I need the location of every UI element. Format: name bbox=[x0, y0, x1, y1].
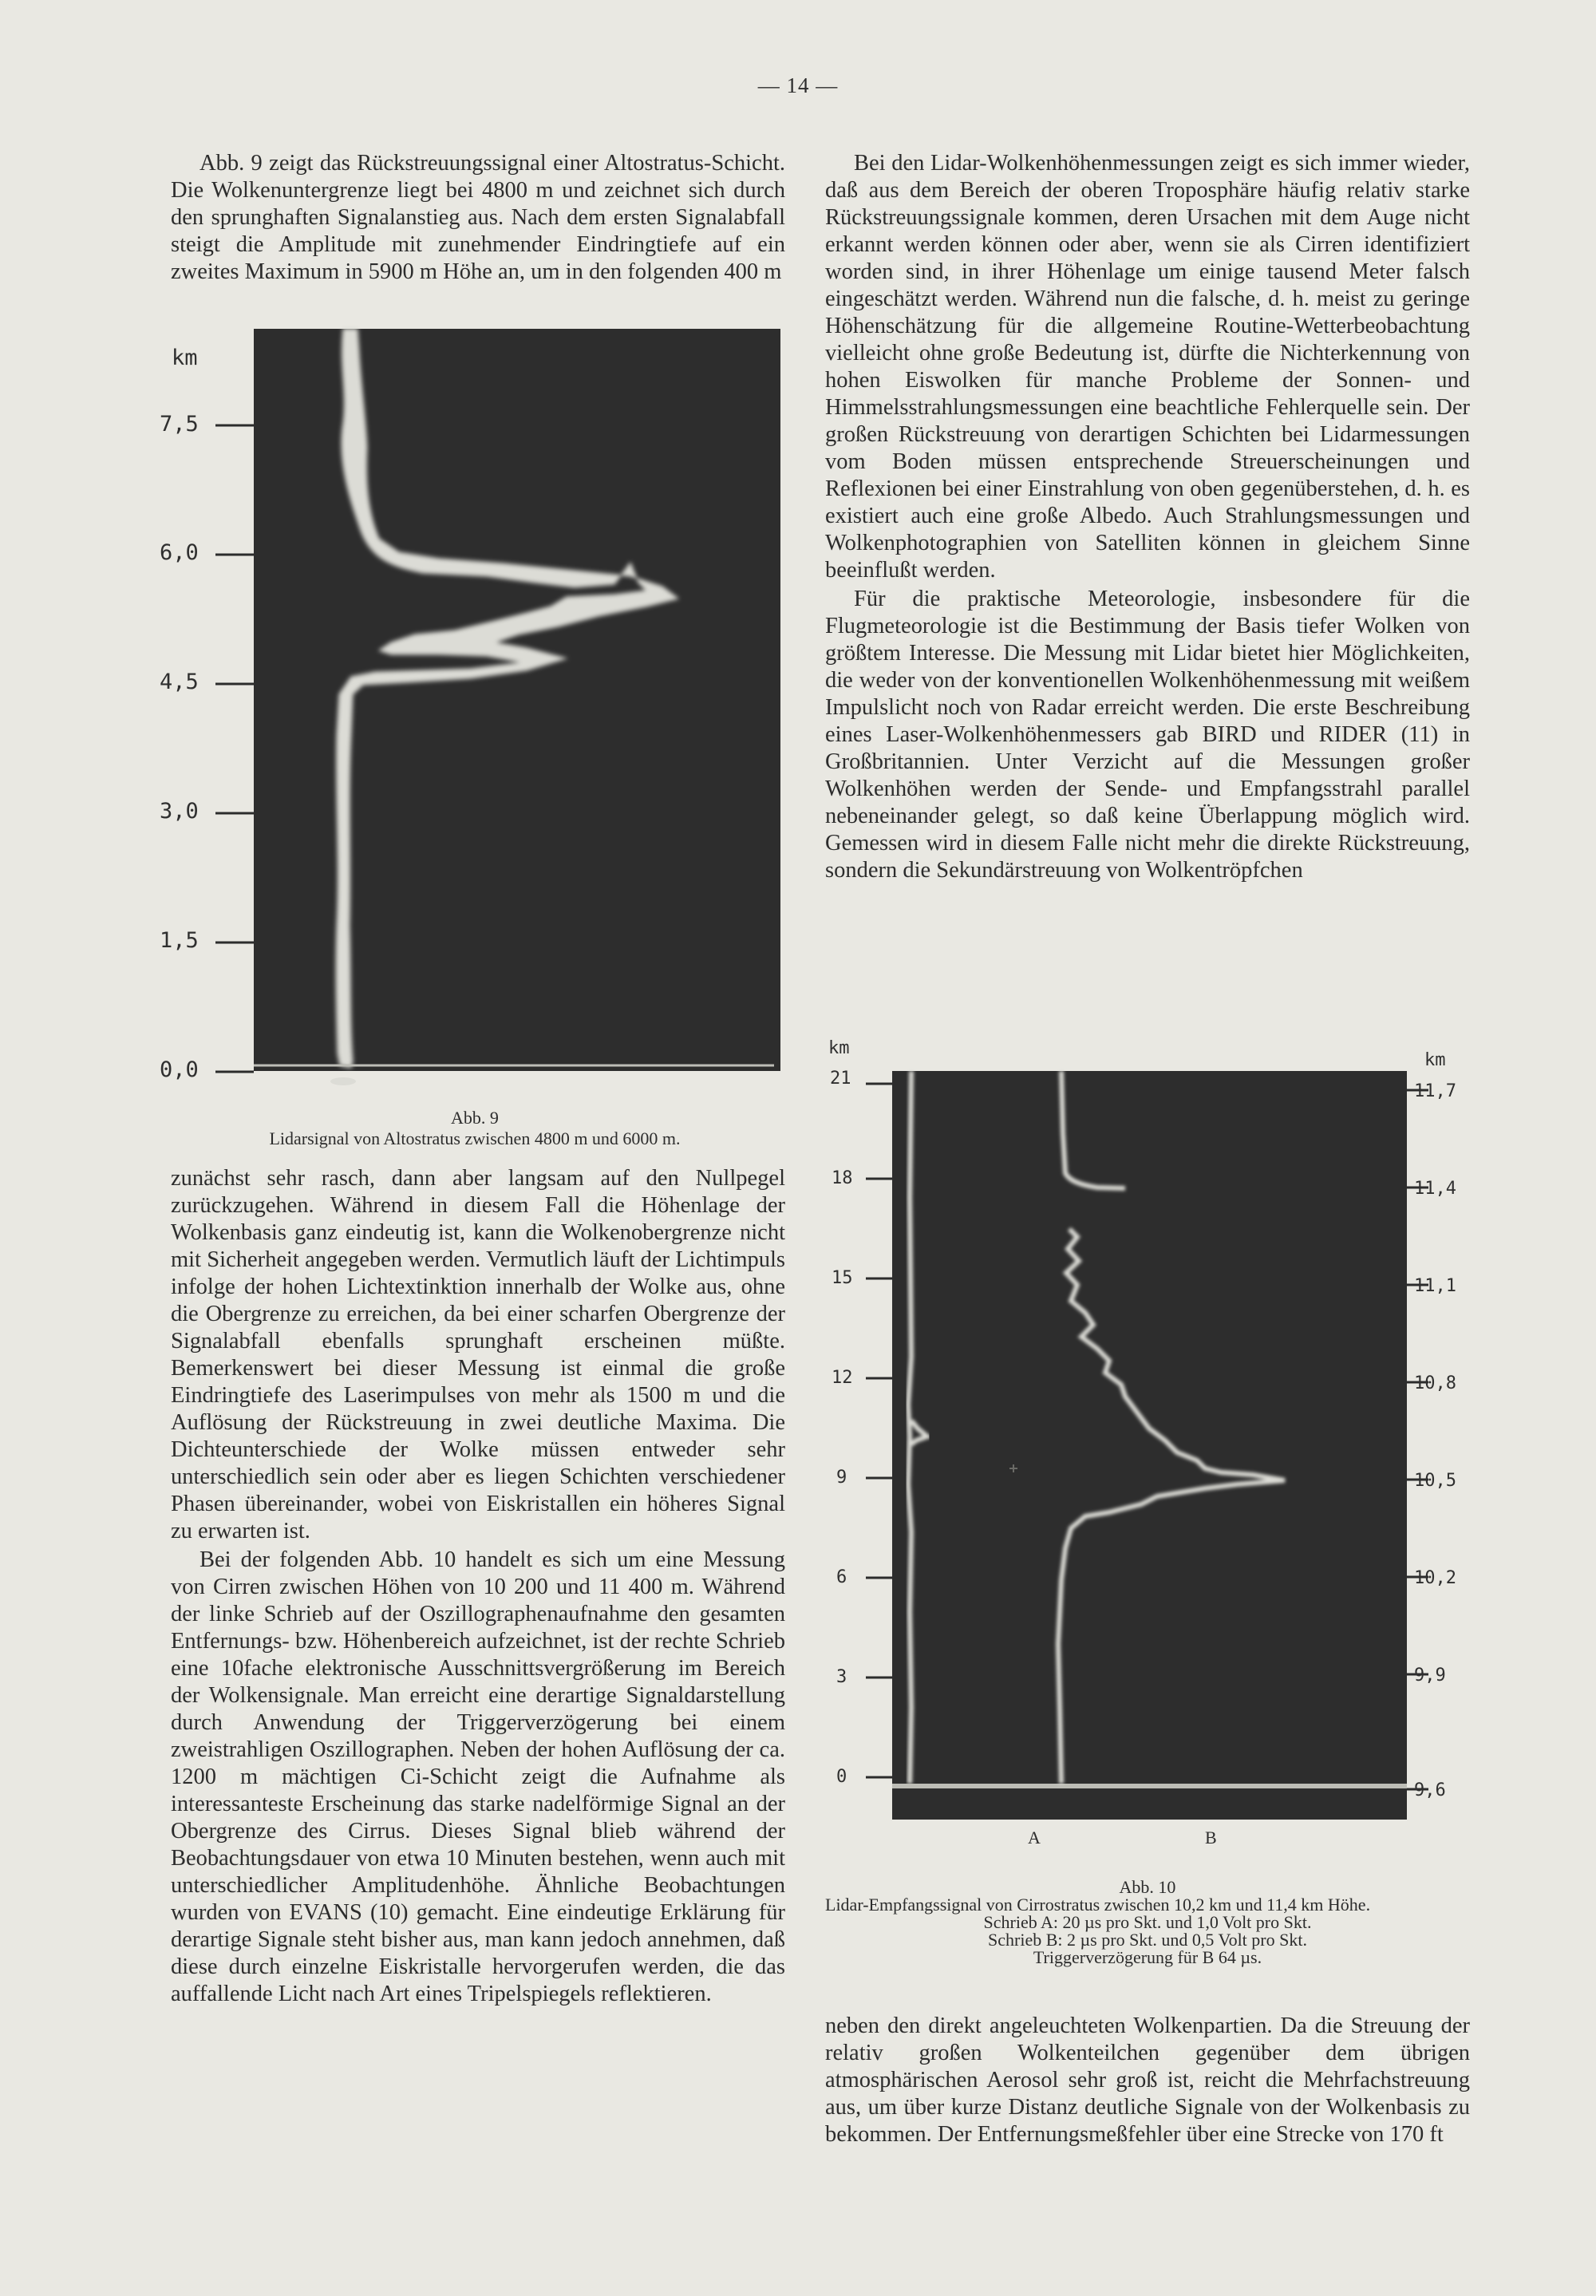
y-axis bbox=[160, 412, 254, 1082]
caption-title: Abb. 10 bbox=[1119, 1877, 1176, 1897]
figure-10-trace-labels bbox=[822, 1828, 1476, 1851]
left-column-top bbox=[171, 150, 785, 286]
caption-line-1: Lidar-Empfangssignal von Cirrostratus zwischen 10,2 km und 11,4 km Höhe. bbox=[825, 1895, 1371, 1915]
paragraph: Bei den Lidar-Wolkenhöhenmessungen zeigt es sich immer wieder, daß aus dem Bereich der oberen Troposphäre häufig relativ starke Rückstreuungssignale kommen, deren Ursachen mit dem Auge nicht erkannt werden können oder aber, wenn sie als Cirren identifiziert worden sind, in ihrer Höhenlage um einige tausend Meter falsch eingeschätzt werden. Während nun die falsche, d. h. meist zu geringe Höhenschätzung für die allgemeine Routine-Wetterbeobachtung vielleicht ohne große Bedeutung ist, dürfte die Nichterkennung von hohen Eiswolken für manche Probleme der Sonnen- und Himmelsstrahlungsmessungen eine beachtliche Fehlerquelle sein. Der großen Rückstreuung von derartigen Schichten bei Lidarmessungen vom Boden müssen entsprechende Streuerscheinungen und Reflexionen bei einer Einstrahlung von oben gegenüberstehen, d. h. es existiert auch eine große Albedo. Auch Strahlungsmessungen und Wolkenphotographien von Satelliten können in gleichem Sinne beeinflußt werden. bbox=[825, 151, 1470, 583]
paragraph: Bei der folgenden Abb. 10 handelt es sich um eine Messung von Cirren zwischen Höhen von 10 200 und 11 400 m. Während der linke Schrieb auf der Oszillographenaufnahme den gesamten Entfernungs- bzw. Höhenbereich aufzeichnet, ist der rechte Schrieb eine 10fache elektronische Ausschnittsvergrößerung im Bereich der Wolkensignale. Man erreicht eine derartige Signaldarstellung durch Anwendung der Triggerverzögerung bei einem zweistrahligen Oszillographen. Neben der hohen Auflösung der ca. 1200 m mächtigen Ci-Schicht zeigt die Aufnahme als interessanteste Erscheinung das starke nadelförmige Signal an der Obergrenze des Cirrus. Dieses Signal blieb während der Beobachtungsdauer von etwa 10 Minuten bestehen, wenn auch mit unterschiedlicher Amplitudenhöhe. Ähnliche Beobachtungen wurden von EVANS (10) gemacht. Eine eindeutige Erklärung für derartige Signale steht bisher aus, man kann jedoch annehmen, daß diese durch einzelne Eiskristalle hervorgerufen werden, die das auffallende Licht nach Art eines Tripelspiegels reflektieren. bbox=[171, 1547, 785, 2006]
tick-label: 21 bbox=[830, 1069, 851, 1089]
paragraph: zunächst sehr rasch, dann aber langsam auf den Nullpegel zurückzugehen. Während in diesem Fall die Höhenlage der Wolkenbasis ganz eindeutig ist, kann die Wolkenobergrenze nicht mit Sicherheit angegeben werden. Vermutlich läuft der Lichtimpuls infolge der hohen Lichtextinktion innerhalb der Wolke aus, ohne die Obergrenze zu erreichen, da bei einer scharfen Obergrenze der Signalabfall ebenfalls sprunghaft erscheinen müßte. Bemerkenswert bei dieser Messung ist einmal die große Eindringtiefe des Laserimpulses von mehr als 1500 m und die Auflösung der Rückstreuung in zwei deutliche Maxima. Die Dichteunterschiede der Wolke müssen entweder sehr unterschiedlich sein oder aber es liegen Schichten verschiedener Phasen übereinander, wobei von Eiskristallen ein höheres Signal zu erwarten ist. bbox=[171, 1166, 785, 1543]
right-column-bottom bbox=[825, 2013, 1470, 2148]
paragraph: Abb. 9 zeigt das Rückstreuungssignal einer Altostratus-Schicht. Die Wolkenuntergrenze liegt bei 4800 m und zeichnet sich durch den sprunghaften Signalanstieg aus. Nach dem ersten Signalabfall steigt die Amplitude mit zunehmender Eindringtiefe auf ein zweites Maximum in 5900 m Höhe an, um in den folgenden 400 m bbox=[171, 151, 785, 284]
baseline-a bbox=[892, 1784, 1407, 1788]
tick-label: 6,0 bbox=[160, 540, 199, 565]
tick-label: 11,1 bbox=[1414, 1276, 1456, 1296]
tick-label: 9,9 bbox=[1414, 1666, 1446, 1685]
figure-9 bbox=[152, 319, 790, 1101]
tick-label: 18 bbox=[832, 1168, 853, 1188]
trace-label-a: A bbox=[1028, 1828, 1041, 1847]
caption-line-3: Schrieb B: 2 µs pro Skt. und 0,5 Volt pro Skt. bbox=[988, 1930, 1307, 1950]
tick-label: 4,5 bbox=[160, 670, 199, 694]
oscilloscope-photo bbox=[254, 329, 780, 1071]
tick-label: 1,5 bbox=[160, 928, 199, 953]
tick-label: 0,0 bbox=[160, 1057, 199, 1082]
figure-9-plot bbox=[152, 319, 790, 1101]
tick-label: 7,5 bbox=[160, 412, 199, 437]
page-number: — 14 — bbox=[757, 73, 839, 97]
tick-label: 12 bbox=[832, 1368, 853, 1388]
oscilloscope-photo bbox=[892, 1071, 1407, 1820]
tick-label: 9,6 bbox=[1414, 1780, 1446, 1800]
tick-label: 3 bbox=[836, 1667, 847, 1687]
tick-label: 10,8 bbox=[1414, 1373, 1456, 1393]
caption-line-2: Schrieb A: 20 µs pro Skt. und 1,0 Volt pro Skt. bbox=[983, 1912, 1312, 1932]
figure-10-plot bbox=[822, 1037, 1476, 1820]
tick-label: 10,2 bbox=[1414, 1568, 1456, 1588]
caption-line-4: Triggerverzögerung für B 64 µs. bbox=[1033, 1947, 1262, 1967]
y-axis-unit: km bbox=[172, 346, 198, 370]
figure-10-caption bbox=[825, 1879, 1470, 1966]
tick-label: 15 bbox=[832, 1268, 853, 1288]
tick-label: 11,4 bbox=[1414, 1179, 1456, 1199]
tick-label: 3,0 bbox=[160, 799, 199, 824]
left-axis-unit: km bbox=[828, 1038, 850, 1058]
figure-10 bbox=[822, 1037, 1476, 1820]
tick-label: 6 bbox=[836, 1567, 847, 1587]
tick-label: 0 bbox=[836, 1767, 847, 1787]
left-axis bbox=[830, 1069, 892, 1787]
right-axis-unit: km bbox=[1424, 1050, 1446, 1070]
figure-9-caption bbox=[160, 1108, 790, 1149]
trace-label-b: B bbox=[1205, 1828, 1217, 1847]
caption-text: Lidarsignal von Altostratus zwischen 4800 m und 6000 m. bbox=[269, 1128, 681, 1148]
baseline-spot bbox=[330, 1077, 356, 1085]
left-column-bottom bbox=[171, 1165, 785, 2008]
tick-label: 11,7 bbox=[1414, 1081, 1456, 1101]
tick-label: 10,5 bbox=[1414, 1471, 1456, 1491]
caption-title: Abb. 9 bbox=[451, 1108, 499, 1128]
tick-label: 9 bbox=[836, 1468, 847, 1488]
right-column-top bbox=[825, 150, 1470, 884]
paragraph: Für die praktische Meteorologie, insbesondere für die Flugmeteorologie ist die Bestimmung der Basis tiefer Wolken von größtem Interesse. Die Messung mit Lidar bietet hier Möglichkeiten, die weder von der konventionellen Wolkenhöhenmessung mit weißem Impulslicht noch von Radar erreicht werden. Die erste Beschreibung eines Laser-Wolkenhöhenmessers gab BIRD und RIDER (11) in Großbritannien. Unter Verzicht auf die Messungen großer Wolkenhöhen werden der Sende- und Empfangsstrahl parallel nebeneinander gelegt, so daß keine Überlappung möglich wird. Gemessen wird in diesem Falle nicht mehr die direkte Rückstreuung, sondern die Sekundärstreuung von Wolkentröpfchen bbox=[825, 587, 1470, 883]
paragraph: neben den direkt angeleuchteten Wolkenpartien. Da die Streuung der relativ großen Wolkenteilchen gegenüber dem übrigen atmosphärischen Aerosol sehr groß ist, reicht die Mehrfachstreuung aus, um über kurze Distanz deutliche Signale von der Wolkenbasis zu bekommen. Der Entfernungsmeßfehler über eine Strecke von 170 ft bbox=[825, 2013, 1470, 2147]
right-axis bbox=[1407, 1081, 1456, 1800]
